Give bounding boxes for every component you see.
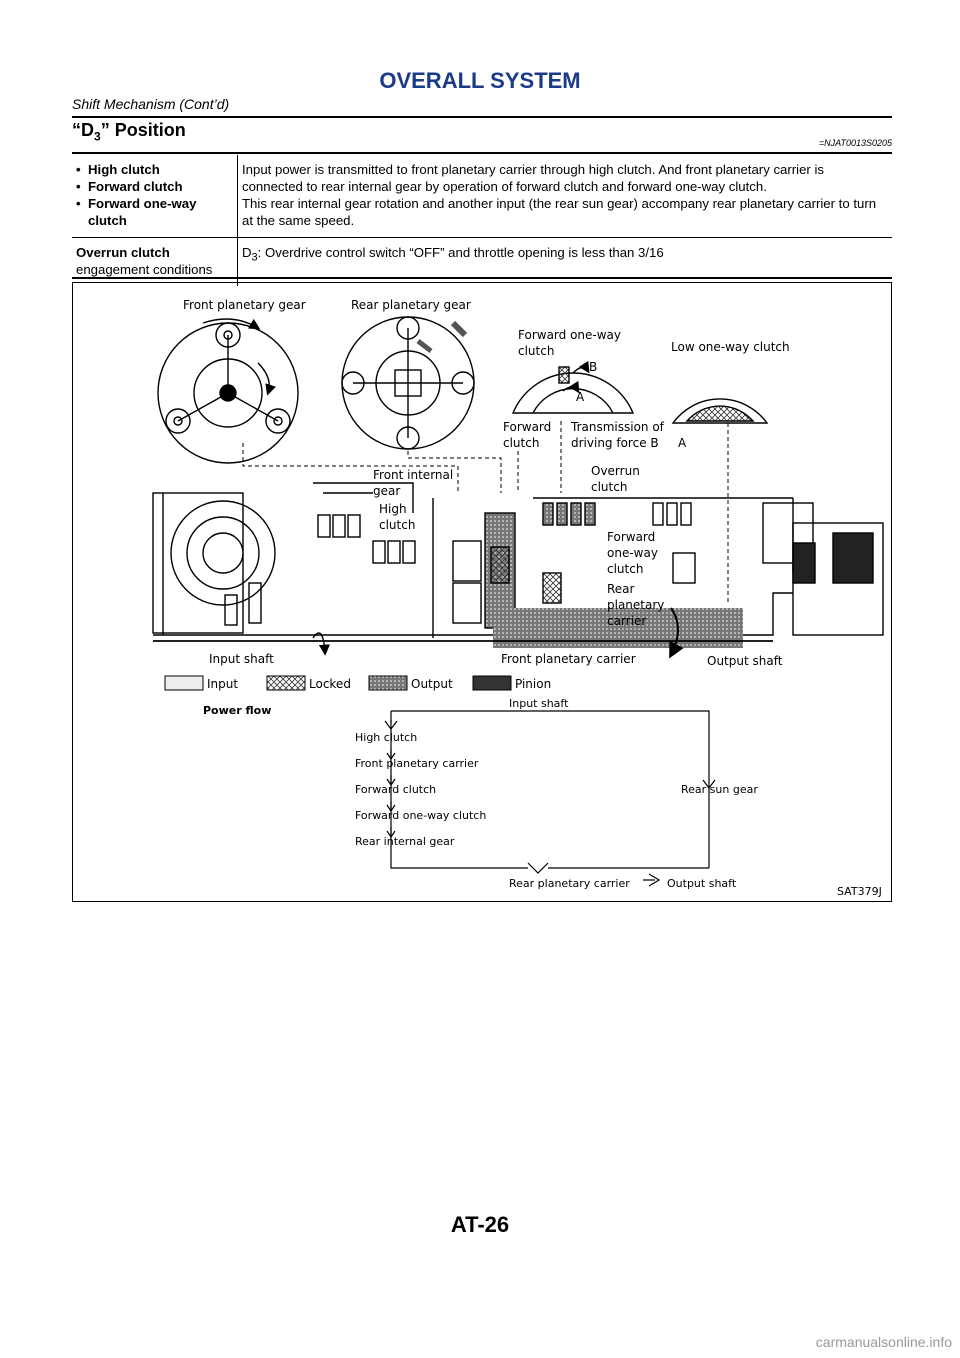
- label-forward-oneway-clutch-2: clutch: [518, 344, 555, 358]
- section-rule: [72, 152, 892, 154]
- legend-locked: Locked: [309, 677, 351, 691]
- label-front-planetary-carrier: Front planetary carrier: [501, 652, 636, 666]
- spec-table: [72, 155, 892, 286]
- label-transmission-1: Transmission of: [571, 420, 664, 434]
- section-title: “$D_3$” Position: [72, 120, 186, 144]
- label-output-shaft: Output shaft: [707, 654, 783, 668]
- pf-rear-internal-gear: Rear internal gear: [355, 835, 455, 848]
- label-overrun-1: Overrun: [591, 464, 640, 478]
- power-flow-title: Power flow: [203, 704, 272, 717]
- watermark: carmanualsonline.info: [815, 1334, 952, 1350]
- label-rear-planetary-gear: Rear planetary gear: [351, 298, 471, 312]
- label-front-internal-1: Front internal: [373, 468, 454, 482]
- table-text-para: This rear internal gear rotation and another input (the rear sun gear) accompany rear planetary carrier to turn at the same speed.: [242, 196, 877, 228]
- pf-forward-oneway-clutch: Forward one-way clutch: [355, 809, 487, 822]
- label-overrun-clutch: Overrun clutch: [76, 245, 170, 260]
- legend-input: Input: [207, 677, 239, 691]
- label-b: B: [589, 360, 598, 374]
- transmission-cross-section: [153, 483, 883, 655]
- label-overrun-2: clutch: [591, 480, 628, 494]
- label-high-clutch: High clutch: [88, 162, 160, 177]
- low-oneway-clutch-illustration: [673, 399, 767, 423]
- label-front-internal-2: gear: [373, 484, 401, 498]
- pf-output-shaft: Output shaft: [667, 877, 737, 890]
- label-forward-clutch: Forward clutch: [88, 179, 183, 194]
- table-bottom-rule: [72, 277, 892, 279]
- label-low-oneway-clutch: Low one-way clutch: [671, 340, 790, 354]
- legend-swatch-output: [369, 676, 407, 690]
- pf-front-planetary-carrier: Front planetary carrier: [355, 757, 479, 770]
- power-flow-diagram: [73, 283, 893, 903]
- pf-input-shaft: Input shaft: [509, 697, 569, 710]
- page-header-subtitle: Shift Mechanism (Cont’d): [72, 96, 230, 112]
- table-text-cell: [238, 155, 893, 238]
- figure-frame: [72, 282, 892, 902]
- table-text-cell: $D_3$: Overdrive control switch “OFF” and throttle opening is less than 3/16: [242, 245, 664, 264]
- section-code: =NJAT0013S0205: [818, 138, 892, 148]
- label-forward-clutch-2: clutch: [503, 436, 540, 450]
- label-high-clutch-1: High: [379, 502, 407, 516]
- pf-rear-sun-gear: Rear sun gear: [681, 783, 758, 796]
- label-front-planetary-gear: Front planetary gear: [183, 298, 306, 312]
- label-forward-clutch-1: Forward: [503, 420, 552, 434]
- table-label-cell: • High clutch • Forward clutch • Forward one-way clutch: [72, 155, 238, 238]
- pf-forward-clutch: Forward clutch: [355, 783, 437, 796]
- label-input-shaft: Input shaft: [209, 652, 274, 666]
- legend-swatch-locked: [267, 676, 305, 690]
- label-engagement-conditions: engagement conditions: [76, 262, 213, 277]
- label-a: A: [576, 390, 585, 404]
- rear-planetary-gear-illustration: [342, 317, 474, 449]
- label-rear-pc-3: carrier: [607, 614, 647, 628]
- legend: [165, 676, 551, 691]
- label-forward-oneway-clutch-1: Forward one-way: [518, 328, 622, 342]
- label-rear-pc-2: planetary: [607, 598, 665, 612]
- label-fwd-ow-1: Forward: [607, 530, 656, 544]
- header-rule: [72, 116, 892, 118]
- figure-code: SAT379J: [837, 885, 882, 898]
- forward-oneway-clutch-illustration: [513, 367, 633, 413]
- legend-swatch-input: [165, 676, 203, 690]
- pf-rear-planetary-carrier: Rear planetary carrier: [509, 877, 630, 890]
- page-number: AT-26: [450, 1212, 510, 1237]
- power-flow-lines: [385, 711, 715, 886]
- label-fwd-ow-3: clutch: [607, 562, 644, 576]
- legend-swatch-pinion: [473, 676, 511, 690]
- legend-pinion: Pinion: [515, 677, 552, 691]
- table-row: [72, 155, 892, 238]
- table-text-para: Input power is transmitted to front planetary carrier through high clutch. And front planetary carrier is connected to rear internal gear by operation of forward clutch and forward one-way clutch.: [242, 162, 825, 194]
- label-forward-oneway-clutch: Forward one-way clutch: [88, 196, 197, 228]
- front-planetary-gear-illustration: [158, 319, 298, 463]
- label-transmission-2: driving force B: [571, 436, 659, 450]
- label-transmission-a: A: [678, 436, 687, 450]
- label-fwd-ow-2: one-way: [607, 546, 658, 560]
- legend-output: Output: [411, 677, 453, 691]
- pf-high-clutch: High clutch: [355, 731, 418, 744]
- label-rear-pc-1: Rear: [607, 582, 635, 596]
- page-header-title: OVERALL SYSTEM: [379, 68, 581, 93]
- label-high-clutch-2: clutch: [379, 518, 416, 532]
